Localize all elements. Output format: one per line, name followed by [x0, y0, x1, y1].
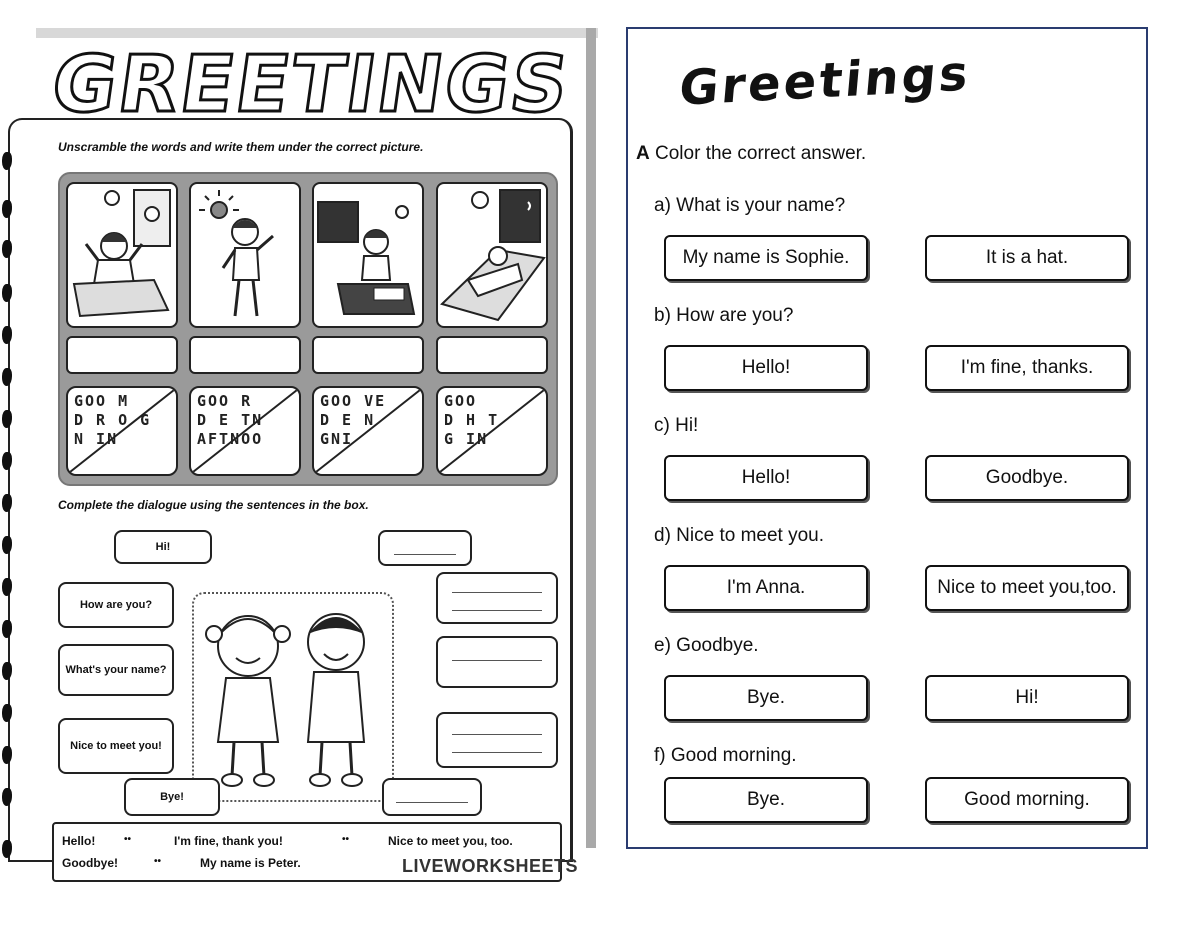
scramble-letters: GOO M D R O G N IN: [74, 392, 152, 448]
answer-option[interactable]: Nice to meet you,too.: [925, 565, 1129, 611]
answer-option[interactable]: Goodbye.: [925, 455, 1129, 501]
instruction-dialogue: Complete the dialogue using the sentences in the box.: [58, 498, 369, 512]
answer-option[interactable]: I'm fine, thanks.: [925, 345, 1129, 391]
speech-bubble-blank[interactable]: [436, 712, 558, 768]
speech-bubble-nice-to-meet: Nice to meet you!: [58, 718, 174, 774]
answer-option[interactable]: It is a hat.: [925, 235, 1129, 281]
answer-blank[interactable]: [312, 336, 424, 374]
question-d: d) Nice to meet you.: [654, 525, 825, 546]
speech-bubble-bye: Bye!: [124, 778, 220, 816]
answer-blank[interactable]: [436, 336, 548, 374]
speech-bubble-hi: Hi!: [114, 530, 212, 564]
speech-bubble-how-are-you: How are you?: [58, 582, 174, 628]
separator-icon: ••: [342, 834, 350, 845]
worksheet-title: Greetings: [676, 45, 974, 117]
right-worksheet: [626, 27, 1148, 849]
answer-option[interactable]: Hello!: [664, 345, 868, 391]
scramble-letters: GOO D H T G IN: [444, 392, 500, 448]
answer-option[interactable]: My name is Sophie.: [664, 235, 868, 281]
answer-option[interactable]: I'm Anna.: [664, 565, 868, 611]
section-letter: A: [636, 143, 650, 164]
word-option: Goodbye!: [62, 856, 118, 870]
top-bar: [36, 28, 598, 38]
question-f: f) Good morning.: [654, 745, 797, 766]
picture-afternoon: [189, 182, 301, 328]
speech-bubble-blank[interactable]: [382, 778, 482, 816]
answer-option[interactable]: Good morning.: [925, 777, 1129, 823]
picture-morning: [66, 182, 178, 328]
scramble-card: [312, 386, 424, 476]
worksheet-title: GREETINGS: [46, 40, 576, 130]
speech-bubble-blank[interactable]: [378, 530, 472, 566]
scramble-letters: GOO R D E TN AFTNOO: [197, 392, 264, 448]
separator-icon: ••: [154, 856, 162, 867]
answer-option[interactable]: Bye.: [664, 675, 868, 721]
speech-bubble-whats-your-name: What's your name?: [58, 644, 174, 696]
scramble-card: [66, 386, 178, 476]
question-c: c) Hi!: [654, 415, 699, 436]
word-option: Nice to meet you, too.: [388, 834, 513, 848]
speech-bubble-blank[interactable]: [436, 572, 558, 624]
word-option: Hello!: [62, 834, 96, 848]
answer-blank[interactable]: [189, 336, 301, 374]
scramble-card: [436, 386, 548, 476]
question-b: b) How are you?: [654, 305, 794, 326]
picture-evening: [312, 182, 424, 328]
instruction-unscramble: Unscramble the words and write them under the correct picture.: [58, 140, 424, 154]
separator-icon: ••: [124, 834, 132, 845]
scramble-card: [189, 386, 301, 476]
answer-option[interactable]: Hi!: [925, 675, 1129, 721]
liveworksheets-watermark: LIVEWORKSHEETS: [402, 856, 579, 876]
picture-night: [436, 182, 548, 328]
section-text: Color the correct answer.: [649, 143, 867, 164]
section-a-instruction: [636, 143, 866, 165]
scramble-letters: GOO VE D E N GNI: [320, 392, 387, 448]
children-illustration: [196, 596, 386, 796]
answer-option[interactable]: Bye.: [664, 777, 868, 823]
answer-option[interactable]: Hello!: [664, 455, 868, 501]
question-e: e) Goodbye.: [654, 635, 759, 656]
word-option: I'm fine, thank you!: [174, 834, 283, 848]
answer-blank[interactable]: [66, 336, 178, 374]
word-option: My name is Peter.: [200, 856, 301, 870]
sheet-edge: [586, 28, 596, 848]
speech-bubble-blank[interactable]: [436, 636, 558, 688]
question-a: a) What is your name?: [654, 195, 846, 216]
